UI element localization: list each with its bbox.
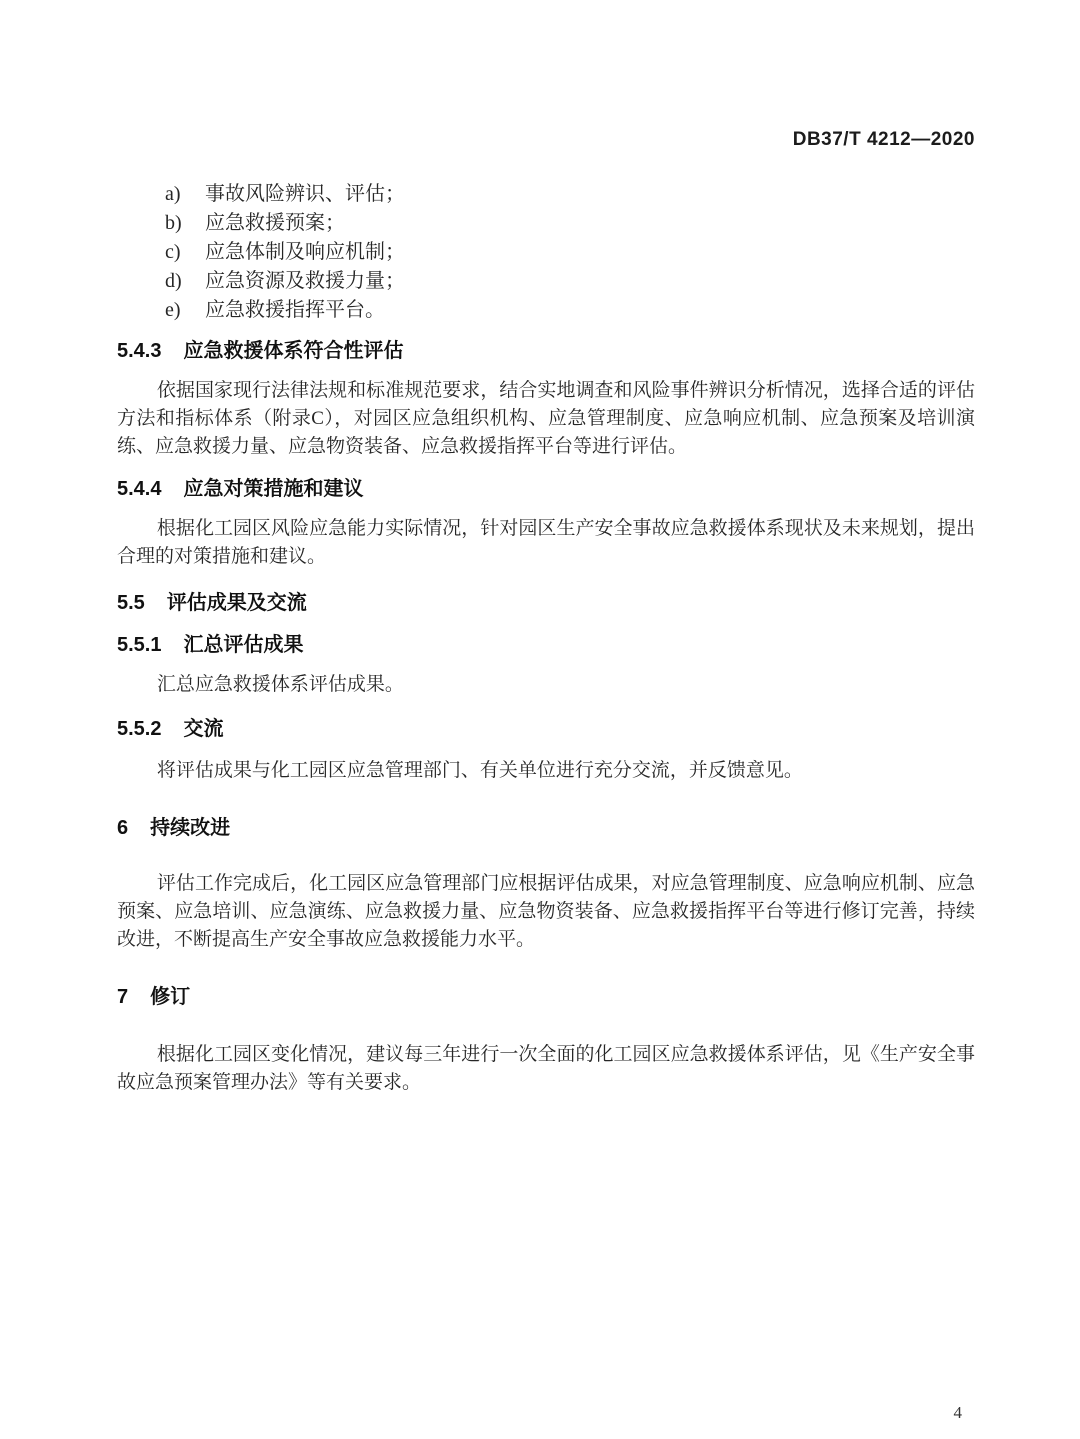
section-number: 5.4.4 — [117, 478, 162, 500]
chapter-heading-7 — [117, 985, 975, 1009]
list-item-label: c) — [165, 241, 181, 263]
section-heading-5-5-2 — [117, 717, 975, 741]
section-heading-5-5 — [117, 591, 975, 615]
list-item — [117, 296, 975, 325]
section-paragraph: 评估工作完成后，化工园区应急管理部门应根据评估成果，对应急管理制度、应急响应机制、应急预案、应急培训、应急演练、应急救援力量、应急物资装备、应急救援指挥平台等进行修订完善，持续改进，不断提高生产安全事故应急救援能力水平。 — [117, 873, 975, 950]
list-item-label: e) — [165, 299, 181, 321]
section-number: 5.5.1 — [117, 634, 162, 656]
section-paragraph: 根据化工园区变化情况，建议每三年进行一次全面的化工园区应急救援体系评估，见《生产安全事故应急预案管理办法》等有关要求。 — [117, 1044, 975, 1093]
list-item-text: 事故风险辨识、评估； — [205, 183, 405, 205]
section-heading-5-5-1 — [117, 633, 975, 657]
section-title: 应急救援体系符合性评估 — [183, 340, 404, 362]
list-item — [117, 238, 975, 267]
list-item-label: a) — [165, 183, 181, 205]
section-title: 修订 — [150, 986, 191, 1008]
section-paragraph: 汇总应急救援体系评估成果。 — [156, 674, 404, 695]
page-content — [117, 0, 975, 1097]
list-item-text: 应急救援预案； — [205, 212, 345, 234]
section-heading-5-4-3 — [117, 339, 975, 363]
list-item — [117, 267, 975, 296]
section-paragraph: 将评估成果与化工园区应急管理部门、有关单位进行充分交流，并反馈意见。 — [156, 760, 803, 781]
section-number: 5.4.3 — [117, 340, 162, 362]
list-item-text: 应急体制及响应机制； — [205, 241, 405, 263]
list-item-text: 应急资源及救援力量； — [205, 270, 405, 292]
section-title: 持续改进 — [150, 817, 231, 839]
list-item-label: b) — [165, 212, 182, 234]
section-title: 应急对策措施和建议 — [183, 478, 364, 500]
page-header — [117, 0, 975, 152]
page-footer — [954, 1403, 963, 1423]
section-number: 5.5 — [117, 592, 145, 614]
section-title: 汇总评估成果 — [183, 634, 304, 656]
doc-number: DB37/T 4212—2020 — [792, 129, 975, 150]
section-paragraph: 依据国家现行法律法规和标准规范要求，结合实地调查和风险事件辨识分析情况，选择合适的评估方法和指标体系（附录C），对园区应急组织机构、应急管理制度、应急响应机制、应急预案及培训演练、应急救援力量、应急物资装备、应急救援指挥平台等进行评估。 — [117, 380, 975, 457]
chapter-heading-6 — [117, 816, 975, 840]
section-number: 6 — [117, 817, 129, 839]
section-heading-5-4-4 — [117, 477, 975, 501]
list-item-text: 应急救援指挥平台。 — [205, 299, 385, 321]
list-item — [117, 209, 975, 238]
section-title: 评估成果及交流 — [166, 592, 307, 614]
page-number: 4 — [953, 1403, 962, 1422]
list-item-label: d) — [165, 270, 182, 292]
section-title: 交流 — [183, 718, 224, 740]
section-number: 7 — [117, 986, 129, 1008]
section-number: 5.5.2 — [117, 718, 162, 740]
section-paragraph: 根据化工园区风险应急能力实际情况，针对园区生产安全事故应急救援体系现状及未来规划，提出合理的对策措施和建议。 — [117, 518, 975, 567]
list-item — [117, 180, 975, 209]
clause-list — [117, 180, 975, 325]
